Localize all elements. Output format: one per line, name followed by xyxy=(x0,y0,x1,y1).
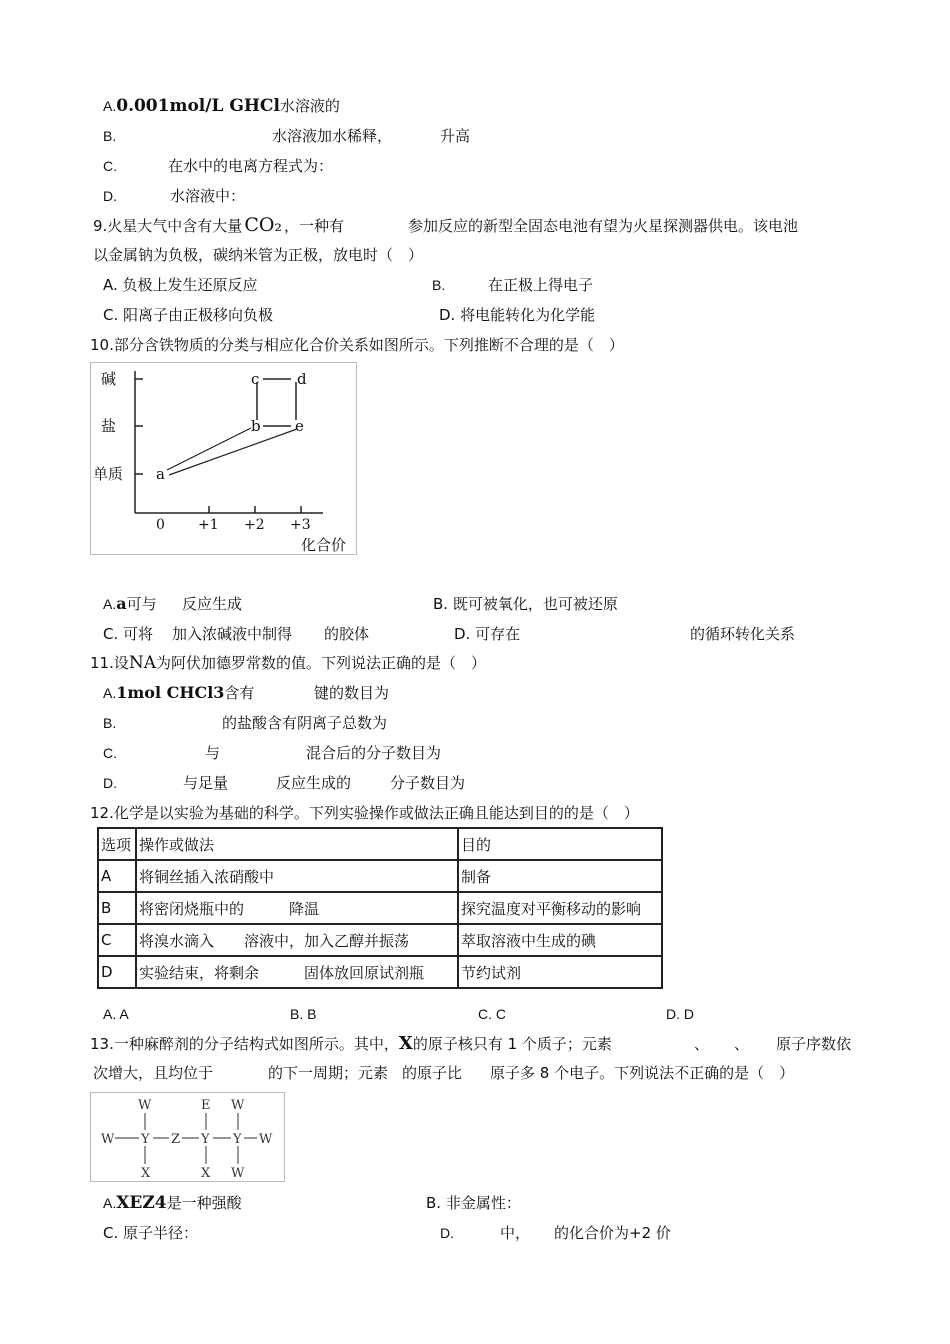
q9-option-a: A. 负极上发生还原反应 xyxy=(103,276,258,294)
svg-text:E: E xyxy=(201,1098,211,1113)
q11-option-a: A.1mol CHCl3含有 xyxy=(103,683,255,702)
q11-option-c2: 混合后的分子数目为 xyxy=(306,744,442,762)
q10-option-a-end: 反应生成 xyxy=(182,595,243,613)
q10-stem: 10.部分含铁物质的分类与相应化合价关系如图所示。下列推断不合理的是（ ） xyxy=(90,336,624,354)
q8-option-b-text1: 水溶液加水稀释， xyxy=(272,127,393,145)
q11-option-c1: 与 xyxy=(205,744,221,762)
x-tick-label-1: +1 xyxy=(198,517,219,533)
q9-stem-line1: 9.火星大气中含有大量 CO₂ ，一种有 xyxy=(93,214,345,236)
point-a: a xyxy=(156,465,165,483)
formula-text: 0.001mol/L GHCl xyxy=(116,96,280,116)
table-header-row xyxy=(98,828,662,860)
q11-option-b: 的盐酸含有阴离子总数为 xyxy=(222,714,388,732)
q12-option-c: C. C xyxy=(478,1006,506,1022)
q10-option-a: A.a可与 xyxy=(103,594,157,613)
q8-option-d-label: D. xyxy=(103,188,117,204)
q11-option-a-end: 键的数目为 xyxy=(314,684,390,702)
a-b-link xyxy=(167,428,251,470)
table-row: C 将溴水滴入 溶液中，加入乙醇并振荡 萃取溶液中生成的碘 xyxy=(98,924,662,956)
svg-text:Z: Z xyxy=(171,1132,181,1147)
q8-option-d-text: 水溶液中： xyxy=(170,187,246,205)
q11-stem: 11.设NA为阿伏加德罗常数的值。下列说法正确的是（ ） xyxy=(90,653,487,673)
table-row: A 将铜丝插入浓硝酸中 制备 xyxy=(98,860,662,892)
table-row: D 实验结束，将剩余 固体放回原试剂瓶 节约试剂 xyxy=(98,956,662,988)
q13-option-d2: 中， xyxy=(500,1224,531,1242)
q8-option-c-label: C. xyxy=(103,158,117,174)
q13-option-b: B. 非金属性： xyxy=(426,1194,521,1212)
q8-option-c-text: 在水中的电离方程式为： xyxy=(168,157,334,175)
q13-sep2: 、 xyxy=(734,1035,750,1053)
svg-text:W: W xyxy=(259,1132,273,1147)
q13-stem-line2b: 的下一周期；元素 xyxy=(268,1064,389,1082)
header-option: 选项 xyxy=(98,828,136,860)
q13-stem-line2d: 原子多 8 个电子。下列说法不正确的是（ ） xyxy=(490,1064,795,1082)
q10-option-c3: 的胶体 xyxy=(324,625,370,643)
q13-option-c: C. 原子半径： xyxy=(103,1224,199,1242)
svg-text:W: W xyxy=(231,1098,245,1113)
q11-option-d-label: D. xyxy=(103,775,117,791)
q10-option-d2: 的循环转化关系 xyxy=(690,625,796,643)
q13-stem-line2a: 次增大，且均位于 xyxy=(93,1064,214,1082)
q11-option-c-label: C. xyxy=(103,745,117,761)
co2-formula: CO₂ xyxy=(244,214,283,236)
q13-option-d3: 的化合价为+2 价 xyxy=(554,1224,671,1242)
y-label-element: 单质 xyxy=(93,465,124,483)
y-label-salt: 盐 xyxy=(101,417,117,435)
x-tick-label-0: 0 xyxy=(156,517,165,533)
q9-option-b: 在正极上得电子 xyxy=(488,276,594,294)
q10-option-c1: C. 可将 xyxy=(103,625,154,643)
iron-valence-chart xyxy=(90,362,357,555)
point-b: b xyxy=(251,417,261,435)
point-e: e xyxy=(295,417,304,435)
q9-stem-line1-end: 参加反应的新型全固态电池有望为火星探测器供电。该电池 xyxy=(408,217,799,235)
header-purpose: 目的 xyxy=(458,828,662,860)
a-e-link xyxy=(169,429,297,475)
q11-option-d1: 与足量 xyxy=(183,774,229,792)
q8-option-b-label: B. xyxy=(103,128,117,144)
point-c: c xyxy=(251,370,260,388)
experiment-table xyxy=(97,827,663,989)
q12-option-b: B. B xyxy=(290,1006,317,1022)
point-d: d xyxy=(297,370,307,388)
svg-text:W: W xyxy=(101,1132,115,1147)
q8-option-a: A.0.001mol/L GHCl水溶液的 xyxy=(103,96,340,116)
q12-option-a: A. A xyxy=(103,1006,129,1022)
q13-stem-line1-end: 原子序数依 xyxy=(776,1035,852,1053)
q9-option-c: C. 阳离子由正极移向负极 xyxy=(103,306,274,324)
q12-stem: 12.化学是以实验为基础的科学。下列实验操作或做法正确且能达到目的的是（ ） xyxy=(90,804,639,822)
svg-text:X: X xyxy=(201,1166,211,1181)
x-tick-label-3: +3 xyxy=(290,517,311,533)
q11-option-b-label: B. xyxy=(103,715,117,731)
q9-stem-line2: 以金属钠为负极，碳纳米管为正极，放电时（ ） xyxy=(93,246,424,264)
q13-option-d-label: D. xyxy=(440,1225,454,1241)
q10-option-b: B. 既可被氧化，也可被还原 xyxy=(433,595,618,613)
q11-option-d3: 分子数目为 xyxy=(390,774,466,792)
q12-option-d: D. D xyxy=(666,1006,694,1022)
q13-stem-line2c: 的原子比 xyxy=(402,1064,463,1082)
header-operation: 操作或做法 xyxy=(136,828,458,860)
q10-option-d1: D. 可存在 xyxy=(454,625,521,643)
x-axis-title: 化合价 xyxy=(301,536,347,554)
svg-text:W: W xyxy=(138,1098,152,1113)
molecule-structure-diagram xyxy=(90,1092,285,1182)
q13-sep1: 、 xyxy=(694,1035,710,1053)
iron-valence-chart-svg xyxy=(91,363,356,554)
svg-text:Y: Y xyxy=(233,1132,242,1147)
y-label-base: 碱 xyxy=(101,370,117,388)
q9-option-b-label: B. xyxy=(432,277,446,293)
svg-text:Y: Y xyxy=(201,1132,210,1147)
q9-option-d: D. 将电能转化为化学能 xyxy=(439,306,596,324)
q8-option-b-text2: 升高 xyxy=(440,127,471,145)
q13-stem-line1: 13.一种麻醉剂的分子结构式如图所示。其中，X的原子核只有 1 个质子；元素 xyxy=(90,1033,612,1054)
q13-option-a: A.XEZ4是一种强酸 xyxy=(103,1193,242,1213)
svg-text:Y: Y xyxy=(141,1132,150,1147)
q11-option-d2: 反应生成的 xyxy=(276,774,352,792)
table-row: B 将密闭烧瓶中的 降温 探究温度对平衡移动的影响 xyxy=(98,892,662,924)
svg-text:X: X xyxy=(141,1166,151,1181)
x-tick-label-2: +2 xyxy=(244,517,265,533)
molecule-structure-svg xyxy=(91,1093,284,1181)
svg-text:W: W xyxy=(231,1166,245,1181)
q10-option-c2: 加入浓碱液中制得 xyxy=(172,625,293,643)
